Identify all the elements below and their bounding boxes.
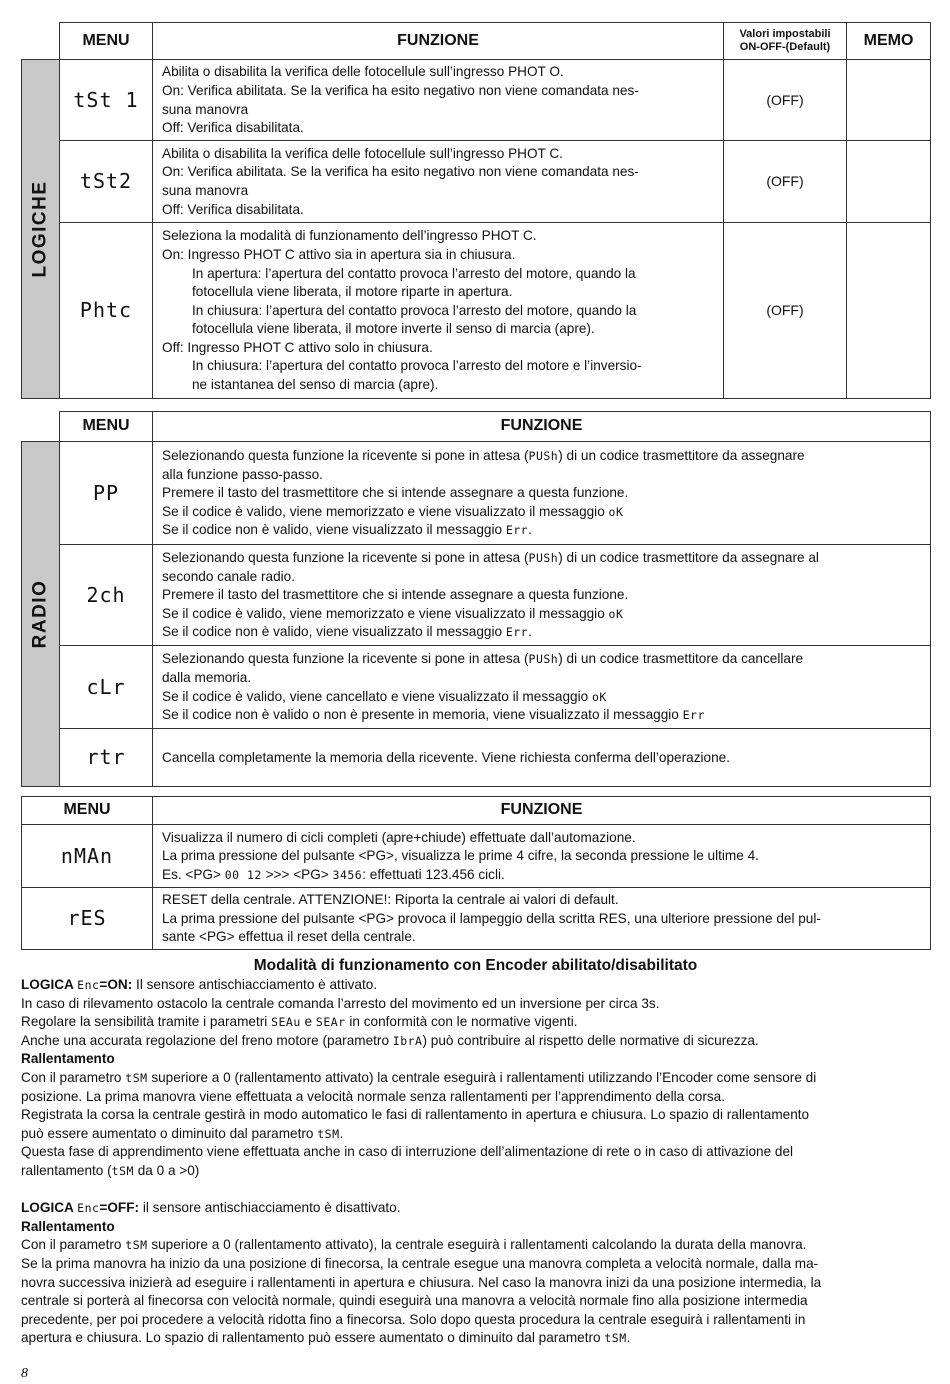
radio-table [21,411,931,787]
header-valori: Valori impostabili ON-OFF-(Default) [724,23,847,60]
default-value: (OFF) [724,60,847,141]
default-value: (OFF) [724,223,847,399]
menu-code: rES [22,888,153,950]
header-memo: MEMO [847,23,931,60]
menu-code: tSt 1 [60,60,153,141]
header-funzione: FUNZIONE [153,23,724,60]
function-description: Cancella completamente la memoria della ricevente. Viene richiesta conferma dell’operazione. [153,729,931,787]
function-description: Selezionando questa funzione la ricevente si pone in attesa (PUSh) di un codice trasmettitore da cancellare dalla memoria. Se il codice è valido, viene cancellato e viene visualizzato il messaggio oK Se il codice non è valido o non è presente in memoria, viene visualizzato il messaggio Err [153,646,931,729]
menu-code: rtr [60,729,153,787]
function-description: Seleziona la modalità di funzionamento dell’ingresso PHOT C. On: Ingresso PHOT C attivo sia in apertura sia in chiusura. In apertura: l’apertura del contatto provoca l’arresto del motore, quando la fotocellula viene liberata, il motore riparte in apertura. In chiusura: l’apertura del contatto provoca l’arresto del motore, quando la fotocellula viene liberata, il motore inverte il senso di marcia (apre). Off: Ingresso PHOT C attivo solo in chiusura. In chiusura: l’apertura del contatto provoca l’arresto del motore e l’inversio- ne istantanea del senso di marcia (apre). [153,223,724,399]
function-description: Selezionando questa funzione la ricevente si pone in attesa (PUSh) di un codice trasmettitore da assegnare al secondo canale radio. Premere il tasto del trasmettitore che si intende assegnare a questa funzione. Se il codice è valido, viene memorizzato e viene visualizzato il messaggio oK Se il codice non è valido, viene visualizzato il messaggio Err. [153,545,931,646]
function-description: Selezionando questa funzione la ricevente si pone in attesa (PUSh) di un codice trasmettitore da assegnare alla funzione passo-passo. Premere il tasto del trasmettitore che si intende assegnare a questa funzione. Se il codice è valido, viene memorizzato e viene visualizzato il messaggio oK Se il codice non è valido, viene visualizzato il messaggio Err. [153,442,931,545]
side-label-radio: RADIO [22,442,60,787]
corner-blank [22,23,60,60]
logic-table [21,22,931,399]
function-description: Abilita o disabilita la verifica delle fotocellule sull’ingresso PHOT O. On: Verifica abilitata. Se la verifica ha esito negativo non viene comandata nes- suna manovra Off: Verifica disabilitata. [153,60,724,141]
logic-enc-on: LOGICA Enc=ON: Il sensore antischiacciamento è attivato. [21,977,378,992]
memo-cell [847,223,931,399]
section-title: Modalità di funzionamento con Encoder abilitato/disabilitato [253,957,698,974]
logic-enc-off: LOGICA Enc=OFF: il sensore antischiacciamento è disattivato. [21,1200,401,1216]
header-menu: MENU [60,412,153,442]
subheading: Rallentamento [21,1218,115,1234]
subheading: Rallentamento [21,1051,115,1067]
page-number: 8 [21,1366,28,1381]
header-menu: MENU [22,797,153,825]
menu-code: 2ch [60,545,153,646]
menu-code: PP [60,442,153,545]
side-label-logiche: LOGICHE [22,60,60,399]
memo-cell [847,141,931,223]
menu-code: nMAn [22,825,153,888]
default-value: (OFF) [724,141,847,223]
maintenance-table [21,796,931,950]
header-funzione: FUNZIONE [153,797,931,825]
function-description: Visualizza il numero di cicli completi (apre+chiude) effettuate dall’automazione. La prima pressione del pulsante <PG>, visualizza le prime 4 cifre, la seconda pressione le ultime 4. Es. <PG> 00 12 >>> <PG> 3456: effettuati 123.456 cicli. [153,825,931,888]
menu-code: cLr [60,646,153,729]
menu-code: tSt2 [60,141,153,223]
memo-cell [847,60,931,141]
function-description: RESET della centrale. ATTENZIONE!: Riporta la centrale ai valori di default. La prima pressione del pulsante <PG> provoca il lampeggio della scritta RES, una ulteriore pressione del pul- sante <PG> effettua il reset della centrale. [153,888,931,950]
menu-code: Phtc [60,223,153,399]
encoder-text: LOGICA Enc=ON: Il sensore antischiacciamento è attivato. In caso di rilevamento ostacolo la centrale comanda l’arresto del movimento ed un inversione per circa 3s. Regolare la sensibilità tramite i parametri SEAu e SEAr in conformità con le normative vigenti. Anche una accurata regolazione del freno motore (parametro IbrA) può contribuire al rispetto delle normative di sicurezza. Rallentamento Con il parametro tSM superiore a 0 (rallentamento attivato) la centrale eseguirà i rallentamenti utilizzando l’Encoder come sensore di posizione. La prima manovra viene effettuata a velocità normale senza rallentamenti per l’apprendimento della corsa. Registrata la corsa la centrale gestirà in modo automatico le fasi di rallentamento in apertura e chiusura. Lo spazio di rallentamento può essere aumentato o diminuito dal parametro tSM. Questa fase di apprendimento viene effettuata anche in caso di interruzione dell’alimentazione di rete o in caso di attivazione del rallentamento (tSM da 0 a >0) LOGICA Enc=OFF: il sensore antischiacciamento è disattivato. Rallentamento Con il parametro tSM superiore a 0 (rallentamento attivato), la centrale eseguirà i rallentamenti calcolando la durata della manovra. Se la prima manovra ha inizio da una posizione di finecorsa, la centrale esegue una manovra completa a velocità normale, dalla ma- novra successiva inizierà ad eseguire i rallentamenti in apertura e chiusura. Nel caso la manovra inizi da una posizione intermedia, la centrale si porterà al finecorsa con velocità normale, quindi eseguirà una manovra a velocità normale fino alla posizione intermedia precedente, per poi procedere a velocità ridotta fino a finecorsa. Solo dopo questa procedura la centrale eseguirà i rallentamenti in apertura e chiusura. Lo spazio di rallentamento può essere aumentato o diminuito dal parametro tSM. [21,976,933,1348]
header-funzione: FUNZIONE [153,412,931,442]
corner-blank [22,412,60,442]
function-description: Abilita o disabilita la verifica delle fotocellule sull’ingresso PHOT C. On: Verifica abilitata. Se la verifica ha esito negativo non viene comandata nes- suna manovra Off: Verifica disabilitata. [153,141,724,223]
header-menu: MENU [60,23,153,60]
